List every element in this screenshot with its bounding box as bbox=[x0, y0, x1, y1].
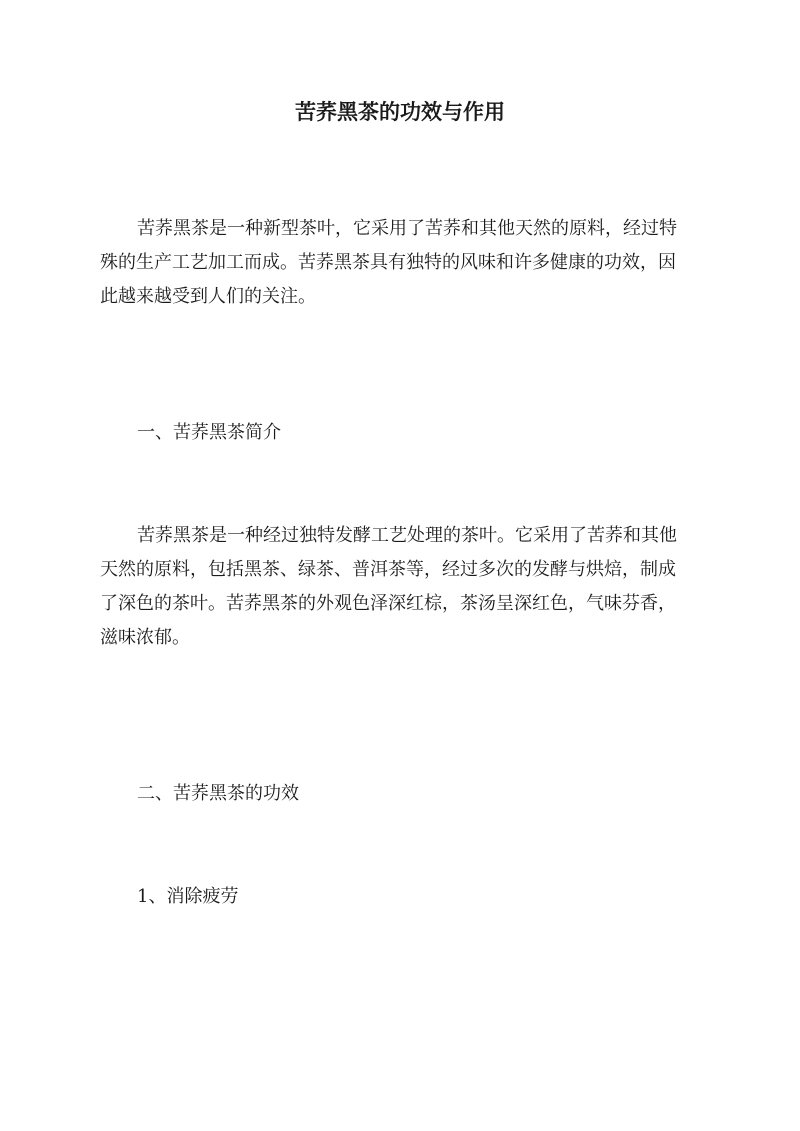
paragraph-line: 了深色的茶叶。苦荞黑茶的外观色泽深红棕，茶汤呈深红色，气味芬香， bbox=[100, 593, 676, 614]
paragraph-line: 苦荞黑茶是一种经过独特发酵工艺处理的茶叶。它采用了苦荞和其他 bbox=[137, 525, 677, 546]
document-title: 苦荞黑茶的功效与作用 bbox=[295, 99, 505, 124]
section-heading-intro: 一、苦荞黑茶简介 bbox=[137, 422, 281, 443]
paragraph-line: 殊的生产工艺加工而成。苦荞黑茶具有独特的风味和许多健康的功效，因 bbox=[100, 252, 676, 273]
section-heading-benefits: 二、苦荞黑茶的功效 bbox=[137, 783, 299, 804]
paragraph-line: 此越来越受到人们的关注。 bbox=[100, 286, 316, 307]
paragraph-line: 滋味浓郁。 bbox=[100, 627, 190, 648]
section1-paragraph bbox=[100, 519, 709, 655]
paragraph-line: 天然的原料，包括黑茶、绿茶、普洱茶等，经过多次的发酵与烘焙，制成 bbox=[100, 559, 676, 580]
paragraph-line: 苦荞黑茶是一种新型茶叶，它采用了苦荞和其他天然的原料，经过特 bbox=[137, 218, 677, 239]
subsection-heading: 1、消除疲劳 bbox=[137, 886, 239, 907]
intro-paragraph bbox=[100, 212, 709, 314]
